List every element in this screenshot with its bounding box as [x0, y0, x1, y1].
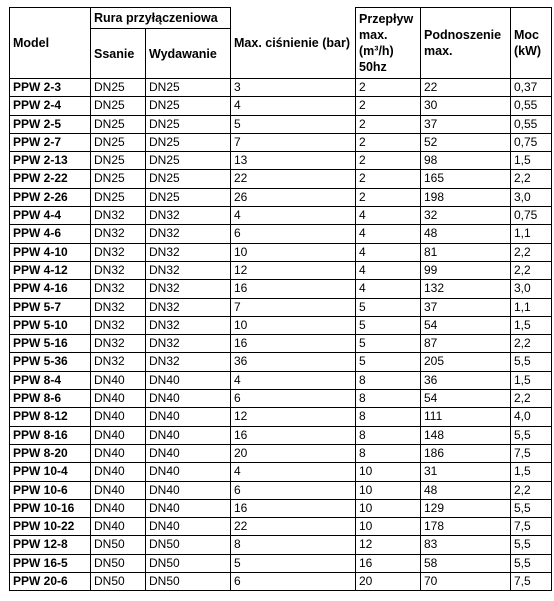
cell-suction: DN40 [91, 518, 146, 536]
cell-max-pressure: 20 [231, 444, 356, 462]
table-row [10, 390, 552, 408]
table-row [10, 335, 552, 353]
cell-model: PPW 8-20 [10, 444, 91, 462]
cell-max-flow: 5 [356, 335, 421, 353]
cell-power: 2,2 [511, 261, 552, 279]
cell-power: 1,1 [511, 225, 552, 243]
cell-model: PPW 10-16 [10, 499, 91, 517]
cell-max-flow: 4 [356, 207, 421, 225]
cell-suction: DN25 [91, 152, 146, 170]
table-body [10, 79, 552, 591]
cell-discharge: DN40 [146, 481, 231, 499]
cell-max-flow: 5 [356, 353, 421, 371]
cell-discharge: DN40 [146, 463, 231, 481]
cell-model: PPW 5-10 [10, 316, 91, 334]
cell-discharge: DN32 [146, 353, 231, 371]
cell-max-flow: 2 [356, 133, 421, 151]
cell-max-flow: 10 [356, 499, 421, 517]
cell-model: PPW 5-16 [10, 335, 91, 353]
cell-discharge: DN32 [146, 225, 231, 243]
cell-max-pressure: 12 [231, 261, 356, 279]
cell-max-pressure: 26 [231, 188, 356, 206]
cell-model: PPW 2-3 [10, 79, 91, 97]
table-row [10, 536, 552, 554]
cell-model: PPW 5-7 [10, 298, 91, 316]
cell-max-flow: 2 [356, 170, 421, 188]
cell-max-head: 83 [421, 536, 511, 554]
pump-spec-table [9, 7, 552, 591]
cell-max-head: 165 [421, 170, 511, 188]
cell-max-head: 148 [421, 426, 511, 444]
cell-model: PPW 4-16 [10, 280, 91, 298]
cell-suction: DN32 [91, 353, 146, 371]
cell-suction: DN40 [91, 426, 146, 444]
cell-max-flow: 2 [356, 97, 421, 115]
table-row [10, 97, 552, 115]
cell-max-pressure: 22 [231, 170, 356, 188]
cell-power: 0,75 [511, 207, 552, 225]
cell-max-head: 58 [421, 554, 511, 572]
cell-power: 4,0 [511, 408, 552, 426]
cell-discharge: DN50 [146, 573, 231, 591]
cell-max-pressure: 13 [231, 152, 356, 170]
cell-power: 0,55 [511, 115, 552, 133]
cell-suction: DN25 [91, 115, 146, 133]
cell-max-flow: 12 [356, 536, 421, 554]
cell-max-flow: 8 [356, 408, 421, 426]
cell-suction: DN50 [91, 554, 146, 572]
cell-max-pressure: 8 [231, 536, 356, 554]
cell-max-head: 186 [421, 444, 511, 462]
cell-max-flow: 8 [356, 371, 421, 389]
cell-max-head: 70 [421, 573, 511, 591]
header-flow-line2: max. [359, 28, 388, 42]
cell-suction: DN40 [91, 390, 146, 408]
table-row [10, 225, 552, 243]
cell-discharge: DN25 [146, 152, 231, 170]
cell-max-flow: 5 [356, 316, 421, 334]
cell-suction: DN32 [91, 225, 146, 243]
table-row [10, 408, 552, 426]
cell-power: 5,5 [511, 353, 552, 371]
table-row [10, 243, 552, 261]
cell-discharge: DN32 [146, 298, 231, 316]
cell-suction: DN50 [91, 536, 146, 554]
cell-discharge: DN32 [146, 335, 231, 353]
cell-max-flow: 4 [356, 225, 421, 243]
cell-power: 5,5 [511, 426, 552, 444]
cell-max-pressure: 7 [231, 133, 356, 151]
cell-max-flow: 10 [356, 481, 421, 499]
cell-max-pressure: 6 [231, 225, 356, 243]
cell-max-pressure: 10 [231, 243, 356, 261]
cell-max-pressure: 6 [231, 481, 356, 499]
cell-max-pressure: 4 [231, 463, 356, 481]
cell-power: 1,5 [511, 316, 552, 334]
cell-max-head: 52 [421, 133, 511, 151]
cell-suction: DN40 [91, 481, 146, 499]
cell-suction: DN32 [91, 261, 146, 279]
table-row [10, 573, 552, 591]
cell-max-flow: 4 [356, 280, 421, 298]
cell-discharge: DN40 [146, 444, 231, 462]
cell-suction: DN32 [91, 298, 146, 316]
cell-max-pressure: 6 [231, 573, 356, 591]
cell-power: 2,2 [511, 335, 552, 353]
cell-discharge: DN32 [146, 316, 231, 334]
cell-discharge: DN25 [146, 115, 231, 133]
cell-model: PPW 2-5 [10, 115, 91, 133]
cell-model: PPW 2-7 [10, 133, 91, 151]
cell-max-head: 37 [421, 298, 511, 316]
table-row [10, 261, 552, 279]
cell-max-head: 22 [421, 79, 511, 97]
cell-max-pressure: 16 [231, 335, 356, 353]
cell-max-head: 31 [421, 463, 511, 481]
cell-power: 1,1 [511, 298, 552, 316]
cell-max-head: 111 [421, 408, 511, 426]
cell-max-head: 48 [421, 225, 511, 243]
cell-power: 0,37 [511, 79, 552, 97]
cell-suction: DN32 [91, 280, 146, 298]
cell-model: PPW 2-4 [10, 97, 91, 115]
cell-discharge: DN32 [146, 261, 231, 279]
cell-max-pressure: 5 [231, 115, 356, 133]
cell-discharge: DN25 [146, 170, 231, 188]
table-row [10, 280, 552, 298]
cell-discharge: DN40 [146, 518, 231, 536]
cell-max-pressure: 4 [231, 371, 356, 389]
cell-model: PPW 16-5 [10, 554, 91, 572]
cell-max-head: 198 [421, 188, 511, 206]
cell-max-flow: 4 [356, 243, 421, 261]
cell-power: 2,2 [511, 481, 552, 499]
header-max-pressure: Max. ciśnienie (bar) [231, 8, 356, 79]
cell-max-flow: 20 [356, 573, 421, 591]
cell-max-pressure: 5 [231, 554, 356, 572]
table-row [10, 170, 552, 188]
table-row [10, 188, 552, 206]
header-connection-group: Rura przyłączeniowa [91, 8, 231, 29]
cell-max-pressure: 4 [231, 207, 356, 225]
cell-suction: DN50 [91, 573, 146, 591]
cell-max-flow: 8 [356, 390, 421, 408]
cell-discharge: DN32 [146, 243, 231, 261]
cell-max-head: 30 [421, 97, 511, 115]
cell-suction: DN32 [91, 335, 146, 353]
cell-model: PPW 20-6 [10, 573, 91, 591]
cell-max-flow: 8 [356, 444, 421, 462]
cell-power: 5,5 [511, 499, 552, 517]
cell-suction: DN40 [91, 463, 146, 481]
cell-discharge: DN40 [146, 426, 231, 444]
cell-max-flow: 2 [356, 152, 421, 170]
cell-max-flow: 4 [356, 261, 421, 279]
cell-suction: DN40 [91, 499, 146, 517]
table-row [10, 353, 552, 371]
cell-model: PPW 12-8 [10, 536, 91, 554]
cell-max-flow: 16 [356, 554, 421, 572]
cell-max-head: 87 [421, 335, 511, 353]
header-power: Moc (kW) [511, 8, 552, 79]
table-row [10, 463, 552, 481]
cell-model: PPW 8-16 [10, 426, 91, 444]
cell-power: 2,2 [511, 243, 552, 261]
cell-max-head: 98 [421, 152, 511, 170]
header-max-head: Podnoszenie max. [421, 8, 511, 79]
header-suction: Ssanie [91, 29, 146, 79]
cell-max-flow: 2 [356, 79, 421, 97]
header-model: Model [10, 8, 91, 79]
header-flow-line3: (m³/h) [359, 44, 394, 58]
table-row [10, 554, 552, 572]
cell-discharge: DN40 [146, 408, 231, 426]
cell-max-flow: 5 [356, 298, 421, 316]
cell-max-head: 54 [421, 390, 511, 408]
cell-model: PPW 8-6 [10, 390, 91, 408]
header-flow-line4: 50hz [359, 60, 387, 74]
cell-max-flow: 2 [356, 115, 421, 133]
cell-model: PPW 10-6 [10, 481, 91, 499]
cell-power: 3,0 [511, 280, 552, 298]
cell-model: PPW 10-4 [10, 463, 91, 481]
table-row [10, 298, 552, 316]
cell-power: 0,55 [511, 97, 552, 115]
cell-model: PPW 2-13 [10, 152, 91, 170]
table-row [10, 426, 552, 444]
cell-power: 0,75 [511, 133, 552, 151]
cell-max-pressure: 3 [231, 79, 356, 97]
cell-suction: DN32 [91, 243, 146, 261]
cell-suction: DN40 [91, 371, 146, 389]
cell-discharge: DN50 [146, 554, 231, 572]
header-discharge: Wydawanie [146, 29, 231, 79]
table-row [10, 79, 552, 97]
cell-power: 1,5 [511, 463, 552, 481]
cell-max-flow: 2 [356, 188, 421, 206]
table-row [10, 518, 552, 536]
cell-max-pressure: 36 [231, 353, 356, 371]
cell-model: PPW 5-36 [10, 353, 91, 371]
cell-discharge: DN25 [146, 79, 231, 97]
cell-max-head: 36 [421, 371, 511, 389]
table-row [10, 499, 552, 517]
cell-max-pressure: 16 [231, 499, 356, 517]
table-row [10, 316, 552, 334]
cell-power: 1,5 [511, 371, 552, 389]
cell-max-head: 32 [421, 207, 511, 225]
cell-discharge: DN50 [146, 536, 231, 554]
cell-max-head: 81 [421, 243, 511, 261]
cell-discharge: DN25 [146, 97, 231, 115]
cell-power: 7,5 [511, 444, 552, 462]
cell-max-head: 54 [421, 316, 511, 334]
cell-discharge: DN32 [146, 280, 231, 298]
cell-discharge: DN40 [146, 371, 231, 389]
cell-power: 5,5 [511, 536, 552, 554]
cell-max-pressure: 7 [231, 298, 356, 316]
cell-max-head: 205 [421, 353, 511, 371]
table-row [10, 371, 552, 389]
header-max-flow [356, 8, 421, 79]
cell-max-head: 99 [421, 261, 511, 279]
cell-max-pressure: 6 [231, 390, 356, 408]
cell-suction: DN25 [91, 97, 146, 115]
cell-suction: DN40 [91, 444, 146, 462]
cell-max-flow: 10 [356, 463, 421, 481]
cell-model: PPW 4-10 [10, 243, 91, 261]
cell-model: PPW 8-4 [10, 371, 91, 389]
cell-discharge: DN25 [146, 188, 231, 206]
cell-suction: DN40 [91, 408, 146, 426]
cell-power: 2,2 [511, 170, 552, 188]
cell-suction: DN32 [91, 207, 146, 225]
cell-max-pressure: 22 [231, 518, 356, 536]
cell-max-pressure: 10 [231, 316, 356, 334]
cell-discharge: DN32 [146, 207, 231, 225]
header-row-top [10, 8, 552, 29]
table-row [10, 115, 552, 133]
cell-power: 1,5 [511, 152, 552, 170]
table-row [10, 444, 552, 462]
cell-power: 5,5 [511, 554, 552, 572]
cell-max-head: 129 [421, 499, 511, 517]
table-row [10, 481, 552, 499]
cell-suction: DN25 [91, 133, 146, 151]
cell-discharge: DN40 [146, 390, 231, 408]
cell-model: PPW 8-12 [10, 408, 91, 426]
cell-max-pressure: 16 [231, 280, 356, 298]
cell-model: PPW 2-26 [10, 188, 91, 206]
table-row [10, 207, 552, 225]
cell-max-pressure: 12 [231, 408, 356, 426]
table-row [10, 152, 552, 170]
cell-max-head: 48 [421, 481, 511, 499]
table-row [10, 133, 552, 151]
cell-suction: DN32 [91, 316, 146, 334]
cell-max-pressure: 16 [231, 426, 356, 444]
cell-max-flow: 8 [356, 426, 421, 444]
cell-model: PPW 4-12 [10, 261, 91, 279]
cell-suction: DN25 [91, 170, 146, 188]
cell-max-flow: 10 [356, 518, 421, 536]
header-flow-line1: Przepływ [359, 12, 414, 26]
cell-max-head: 178 [421, 518, 511, 536]
cell-model: PPW 4-6 [10, 225, 91, 243]
cell-suction: DN25 [91, 188, 146, 206]
cell-model: PPW 10-22 [10, 518, 91, 536]
cell-power: 7,5 [511, 518, 552, 536]
cell-discharge: DN40 [146, 499, 231, 517]
cell-suction: DN25 [91, 79, 146, 97]
cell-max-pressure: 4 [231, 97, 356, 115]
cell-max-head: 132 [421, 280, 511, 298]
cell-power: 7,5 [511, 573, 552, 591]
cell-power: 3,0 [511, 188, 552, 206]
cell-model: PPW 2-22 [10, 170, 91, 188]
cell-discharge: DN25 [146, 133, 231, 151]
cell-power: 2,2 [511, 390, 552, 408]
cell-model: PPW 4-4 [10, 207, 91, 225]
cell-max-head: 37 [421, 115, 511, 133]
